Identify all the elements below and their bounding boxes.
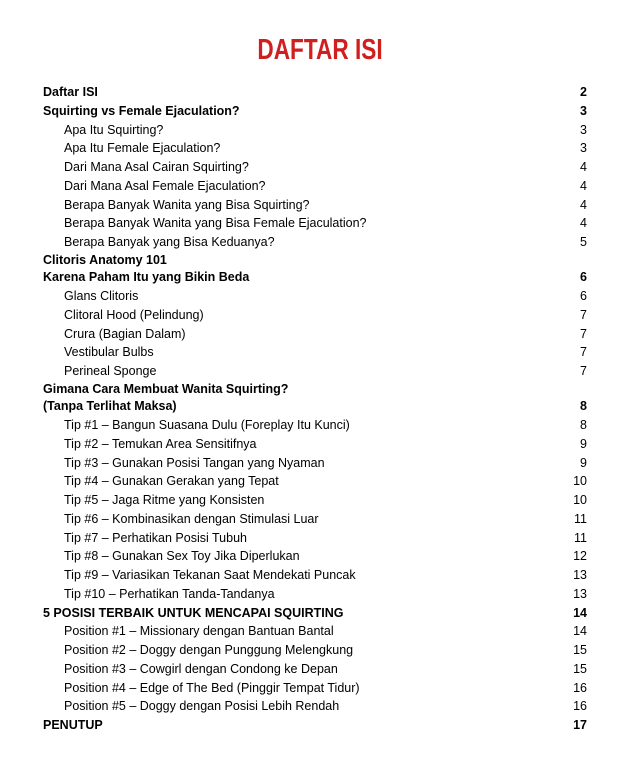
toc-page-number: 3	[580, 103, 587, 118]
toc-heading-entry[interactable]	[43, 102, 587, 121]
toc-entry-title: Clitoris Anatomy 101	[43, 252, 167, 267]
toc-page-number: 6	[580, 270, 587, 285]
toc-page-number: 15	[573, 661, 587, 676]
toc-entry-title: Tip #3 – Gunakan Posisi Tangan yang Nyaman	[64, 455, 325, 470]
toc-page-number: 15	[573, 643, 587, 657]
toc-entry-title: Gimana Cara Membuat Wanita Squirting?	[43, 381, 289, 396]
toc-heading-entry[interactable]	[43, 381, 587, 398]
toc-page-number: 16	[573, 680, 587, 695]
toc-page-number: 6	[580, 289, 587, 303]
toc-entry[interactable]	[43, 472, 587, 491]
toc-entry[interactable]	[43, 697, 587, 716]
toc-page-number: 4	[580, 197, 587, 212]
table-of-contents	[43, 83, 587, 735]
toc-entry-title: Vestibular Bulbs	[64, 345, 154, 360]
toc-page-number: 9	[580, 455, 587, 470]
toc-entry-title: Karena Paham Itu yang Bikin Beda	[43, 270, 250, 285]
page-title: DAFTAR ISI	[257, 34, 383, 66]
toc-entry[interactable]	[43, 196, 587, 215]
toc-entry[interactable]	[43, 622, 587, 641]
toc-page-number: 7	[580, 364, 587, 378]
toc-entry-title: Position #1 – Missionary dengan Bantuan Bantal	[64, 624, 334, 639]
toc-page-number: 12	[573, 549, 587, 564]
toc-heading-entry[interactable]	[43, 268, 587, 287]
toc-page-number: 10	[573, 474, 587, 489]
toc-page-number: 5	[580, 235, 587, 249]
toc-entry-title: Squirting vs Female Ejaculation?	[43, 103, 240, 118]
toc-entry-title: Tip #5 – Jaga Ritme yang Konsisten	[64, 493, 265, 507]
toc-page-number: 7	[580, 307, 587, 322]
toc-entry-title: Berapa Banyak Wanita yang Bisa Squirting?	[64, 197, 310, 212]
toc-entry[interactable]	[43, 287, 587, 306]
toc-entry-title: Tip #1 – Bangun Suasana Dulu (Foreplay Itu Kunci)	[64, 418, 350, 432]
toc-entry-title: Crura (Bagian Dalam)	[64, 326, 186, 341]
toc-page-number: 8	[580, 399, 587, 414]
toc-entry-title: Position #4 – Edge of The Bed (Pinggir Tempat Tidur)	[64, 680, 360, 695]
toc-entry-title: Position #2 – Doggy dengan Punggung Melengkung	[64, 643, 354, 657]
toc-entry[interactable]	[43, 491, 587, 510]
toc-page-number: 9	[580, 436, 587, 451]
toc-page-number: 13	[573, 586, 587, 601]
toc-page-number: 7	[580, 326, 587, 341]
toc-page-number: 13	[573, 568, 587, 582]
toc-page-number: 14	[573, 605, 587, 620]
toc-heading-entry[interactable]	[43, 252, 587, 269]
toc-entry[interactable]	[43, 679, 587, 698]
toc-entry-title: Clitoral Hood (Pelindung)	[64, 307, 204, 322]
toc-entry[interactable]	[43, 158, 587, 177]
toc-page-number: 11	[574, 530, 587, 545]
toc-page-number: 7	[580, 345, 587, 360]
toc-heading-entry[interactable]	[43, 716, 587, 735]
toc-entry-title: Tip #9 – Variasikan Tekanan Saat Mendekati Puncak	[64, 568, 356, 582]
toc-entry-title: Perineal Sponge	[64, 364, 157, 378]
toc-entry-title: Tip #6 – Kombinasikan dengan Stimulasi Luar	[64, 511, 319, 526]
toc-page-number: 14	[573, 624, 587, 639]
toc-entry-title: PENUTUP	[43, 718, 103, 732]
toc-page-number: 3	[580, 122, 587, 137]
toc-page-number: 4	[580, 178, 587, 193]
toc-entry[interactable]	[43, 566, 587, 585]
toc-entry[interactable]	[43, 547, 587, 566]
toc-heading-entry[interactable]	[43, 397, 587, 416]
toc-entry[interactable]	[43, 416, 587, 435]
toc-page-number: 11	[574, 511, 587, 526]
toc-entry-title: Daftar ISI	[43, 85, 98, 99]
toc-entry[interactable]	[43, 233, 587, 252]
toc-entry-title: Glans Clitoris	[64, 289, 139, 303]
toc-entry[interactable]	[43, 362, 587, 381]
toc-entry-title: Apa Itu Female Ejaculation?	[64, 141, 221, 156]
toc-entry[interactable]	[43, 660, 587, 679]
toc-entry-title: Position #3 – Cowgirl dengan Condong ke Depan	[64, 661, 338, 676]
toc-entry[interactable]	[43, 214, 587, 233]
toc-entry[interactable]	[43, 510, 587, 529]
toc-page-number: 2	[580, 85, 587, 99]
toc-entry-title: Position #5 – Doggy dengan Posisi Lebih Rendah	[64, 699, 340, 714]
toc-entry[interactable]	[43, 121, 587, 140]
toc-entry[interactable]	[43, 585, 587, 604]
toc-entry-title: Tip #4 – Gunakan Gerakan yang Tepat	[64, 474, 279, 489]
toc-entry-title: Apa Itu Squirting?	[64, 122, 164, 137]
toc-heading-entry[interactable]	[43, 604, 587, 623]
toc-heading-entry[interactable]	[43, 83, 587, 102]
toc-entry[interactable]	[43, 325, 587, 344]
toc-page-number: 4	[580, 216, 587, 231]
toc-entry[interactable]	[43, 343, 587, 362]
toc-entry-title: Tip #2 – Temukan Area Sensitifnya	[64, 436, 257, 451]
toc-entry-title: Berapa Banyak Wanita yang Bisa Female Ejaculation?	[64, 216, 367, 231]
toc-entry[interactable]	[43, 641, 587, 660]
toc-page-number: 16	[573, 699, 587, 714]
toc-entry-title: Dari Mana Asal Female Ejaculation?	[64, 178, 266, 193]
toc-entry-title: Dari Mana Asal Cairan Squirting?	[64, 160, 249, 174]
toc-entry-title: Tip #8 – Gunakan Sex Toy Jika Diperlukan	[64, 549, 300, 564]
toc-page-number: 10	[573, 493, 587, 507]
toc-entry-title: Tip #10 – Perhatikan Tanda-Tandanya	[64, 586, 275, 601]
toc-entry[interactable]	[43, 529, 587, 548]
toc-entry-title: Tip #7 – Perhatikan Posisi Tubuh	[64, 530, 247, 545]
toc-entry[interactable]	[43, 177, 587, 196]
toc-entry[interactable]	[43, 454, 587, 473]
toc-page-number: 4	[580, 160, 587, 174]
toc-entry[interactable]	[43, 306, 587, 325]
toc-entry-title: Berapa Banyak yang Bisa Keduanya?	[64, 235, 275, 249]
toc-entry[interactable]	[43, 139, 587, 158]
toc-page-number: 3	[580, 141, 587, 156]
toc-entry-title: (Tanpa Terlihat Maksa)	[43, 399, 177, 414]
toc-entry[interactable]	[43, 435, 587, 454]
toc-page-number: 8	[580, 418, 587, 432]
toc-entry-title: 5 POSISI TERBAIK UNTUK MENCAPAI SQUIRTING	[43, 605, 344, 620]
toc-page-number: 17	[573, 718, 587, 732]
